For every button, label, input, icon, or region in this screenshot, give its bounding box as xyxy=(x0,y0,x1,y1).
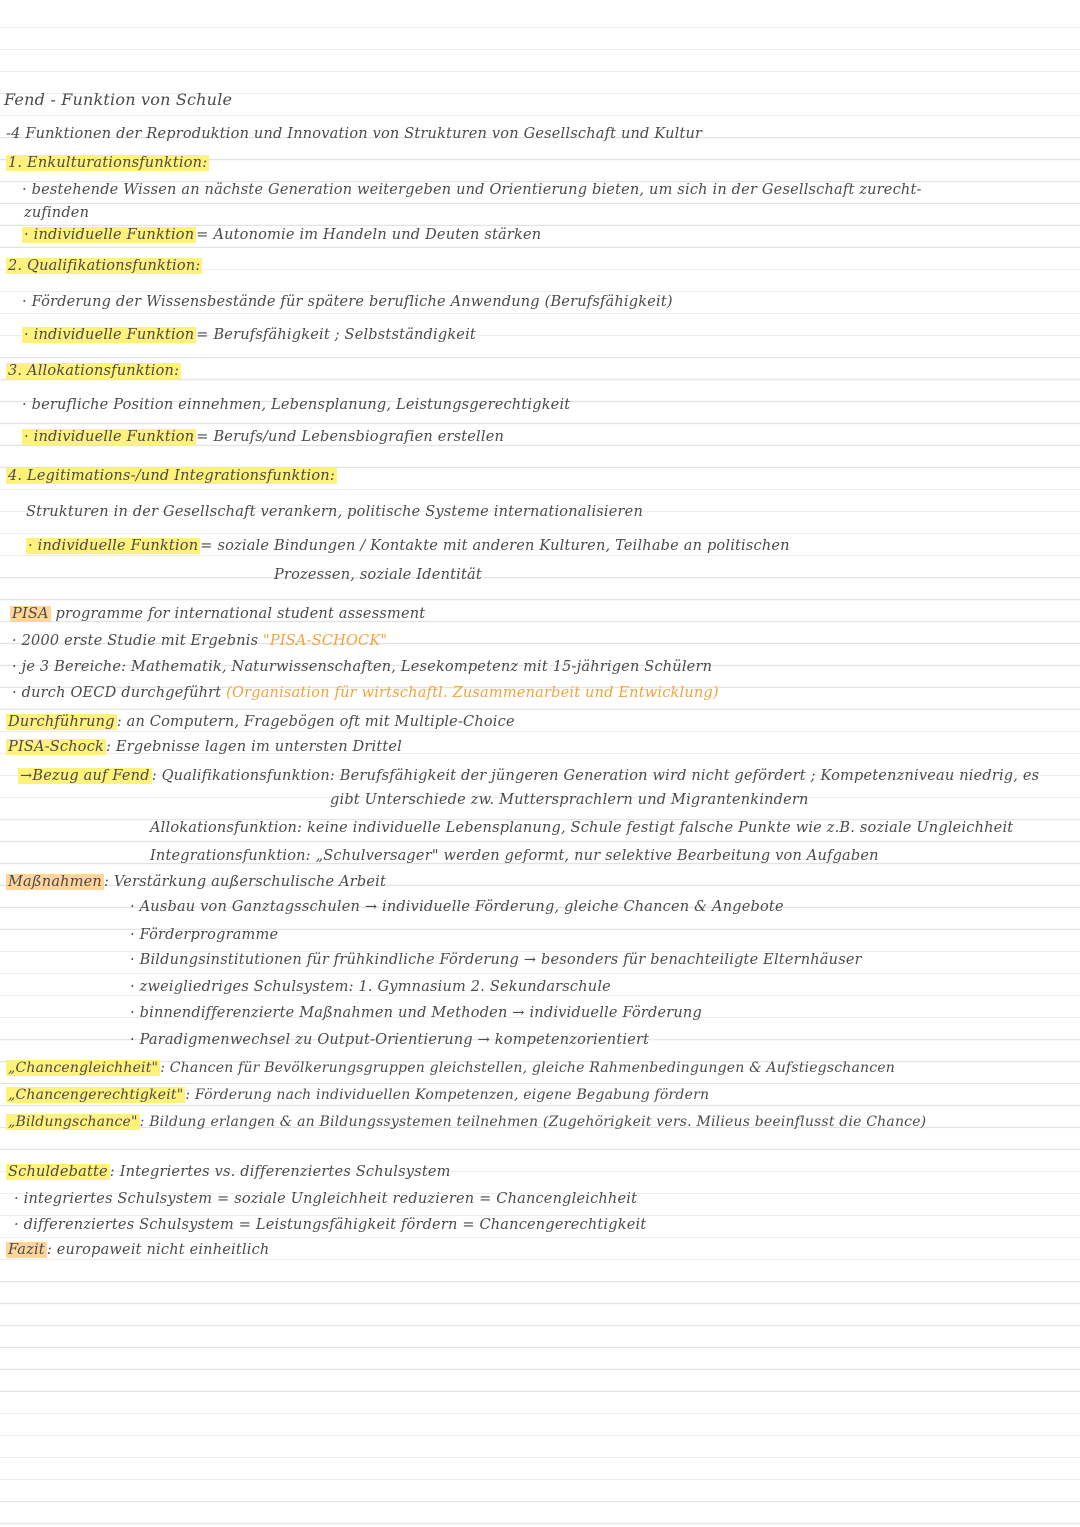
measures-line-4: · zweigliedriges Schulsystem: 1. Gymnasium 2. Sekundarschule xyxy=(130,979,611,995)
function-1-line-2: zufinden xyxy=(24,205,90,221)
pisa-first-study: · 2000 erste Studie mit Ergebnis "PISA-SCHOCK" xyxy=(12,633,388,649)
debate-line-2: · differenziertes Schulsystem = Leistungsfähigkeit fördern = Chancengerechtigkeit xyxy=(14,1217,647,1233)
pisa-bezug: →Bezug auf Fend : Qualifikationsfunktion: Berufsfähigkeit der jüngeren Generation wird nicht gefördert ; Kompetenzniveau niedrig, es xyxy=(20,768,1040,784)
function-1-individual: · individuelle Funktion = Autonomie im Handeln und Deuten stärken xyxy=(24,227,542,243)
intro-line: -4 Funktionen der Reproduktion und Innovation von Strukturen von Gesellschaft und Kultur xyxy=(6,126,703,142)
measures-line-1: · Ausbau von Ganztagsschulen → individuelle Förderung, gleiche Chancen & Angebote xyxy=(130,899,784,915)
debate-heading: Schuldebatte : Integriertes vs. differenziertes Schulsystem xyxy=(8,1164,451,1180)
definition-bildungschance: „Bildungschance" : Bildung erlangen & an Bildungssystemen teilnehmen (Zugehörigkeit vers. Milieus beeinflusst die Chance) xyxy=(8,1114,927,1130)
page-title: Fend - Funktion von Schule xyxy=(4,90,233,109)
measures-line-6: · Paradigmenwechsel zu Output-Orientierung → kompetenzorientiert xyxy=(130,1032,650,1048)
function-4-heading: 4. Legitimations-/und Integrationsfunktion: xyxy=(8,468,335,484)
pisa-integration: Integrationsfunktion: „Schulversager" werden geformt, nur selektive Bearbeitung von Aufgaben xyxy=(150,848,879,864)
function-1-heading: 1. Enkulturationsfunktion: xyxy=(8,155,208,171)
function-2-heading: 2. Qualifikationsfunktion: xyxy=(8,258,201,274)
pisa-allokation: Allokationsfunktion: keine individuelle Lebensplanung, Schule festigt falsche Punkte wie z.B. soziale Ungleichheit xyxy=(150,820,1014,836)
function-2-line-1: · Förderung der Wissensbestände für spätere berufliche Anwendung (Berufsfähigkeit) xyxy=(22,294,673,310)
pisa-bezug-cont: gibt Unterschiede zw. Muttersprachlern und Migrantenkindern xyxy=(330,792,809,808)
definition-chancengerechtigkeit: „Chancengerechtigkeit" : Förderung nach individuellen Kompetenzen, eigene Begabung fördern xyxy=(8,1087,710,1103)
measures-line-5: · binnendifferenzierte Maßnahmen und Methoden → individuelle Förderung xyxy=(130,1005,702,1021)
function-1-line-1: · bestehende Wissen an nächste Generation weitergeben und Orientierung bieten, um sich in der Gesellschaft zurecht- xyxy=(22,182,922,198)
debate-fazit: Fazit : europaweit nicht einheitlich xyxy=(8,1242,270,1258)
measures-line-2: · Förderprogramme xyxy=(130,927,279,943)
pisa-schock: PISA-Schock : Ergebnisse lagen im untersten Drittel xyxy=(8,739,403,755)
definition-chancengleichheit: „Chancengleichheit" : Chancen für Bevölkerungsgruppen gleichstellen, gleiche Rahmenbedingungen & Aufstiegschancen xyxy=(8,1060,895,1076)
debate-line-1: · integriertes Schulsystem = soziale Ungleichheit reduzieren = Chancengleichheit xyxy=(14,1191,638,1207)
function-4-line-1: Strukturen in der Gesellschaft verankern, politische Systeme internationalisieren xyxy=(26,504,644,520)
measures-line-3: · Bildungsinstitutionen für frühkindliche Förderung → besonders für benachteiligte Elternhäuser xyxy=(130,952,862,968)
function-4-individual: · individuelle Funktion = soziale Bindungen / Kontakte mit anderen Kulturen, Teilhabe an politischen xyxy=(28,538,790,554)
pisa-areas: · je 3 Bereiche: Mathematik, Naturwissenschaften, Lesekompetenz mit 15-jährigen Schülern xyxy=(12,659,713,675)
pisa-heading: PISA programme for international student assessment xyxy=(12,606,426,622)
function-4-individual-cont: Prozessen, soziale Identität xyxy=(274,567,482,583)
pisa-oecd: · durch OECD durchgeführt (Organisation für wirtschaftl. Zusammenarbeit und Entwicklung) xyxy=(12,685,719,701)
function-2-individual: · individuelle Funktion = Berufsfähigkeit ; Selbstständigkeit xyxy=(24,327,476,343)
function-3-line-1: · berufliche Position einnehmen, Lebensplanung, Leistungsgerechtigkeit xyxy=(22,397,571,413)
pisa-durchfuehrung: Durchführung : an Computern, Fragebögen oft mit Multiple-Choice xyxy=(8,714,515,730)
measures-line-0: Maßnahmen : Verstärkung außerschulische Arbeit xyxy=(8,874,387,890)
function-3-individual: · individuelle Funktion = Berufs/und Lebensbiografien erstellen xyxy=(24,429,505,445)
function-3-heading: 3. Allokationsfunktion: xyxy=(8,363,180,379)
